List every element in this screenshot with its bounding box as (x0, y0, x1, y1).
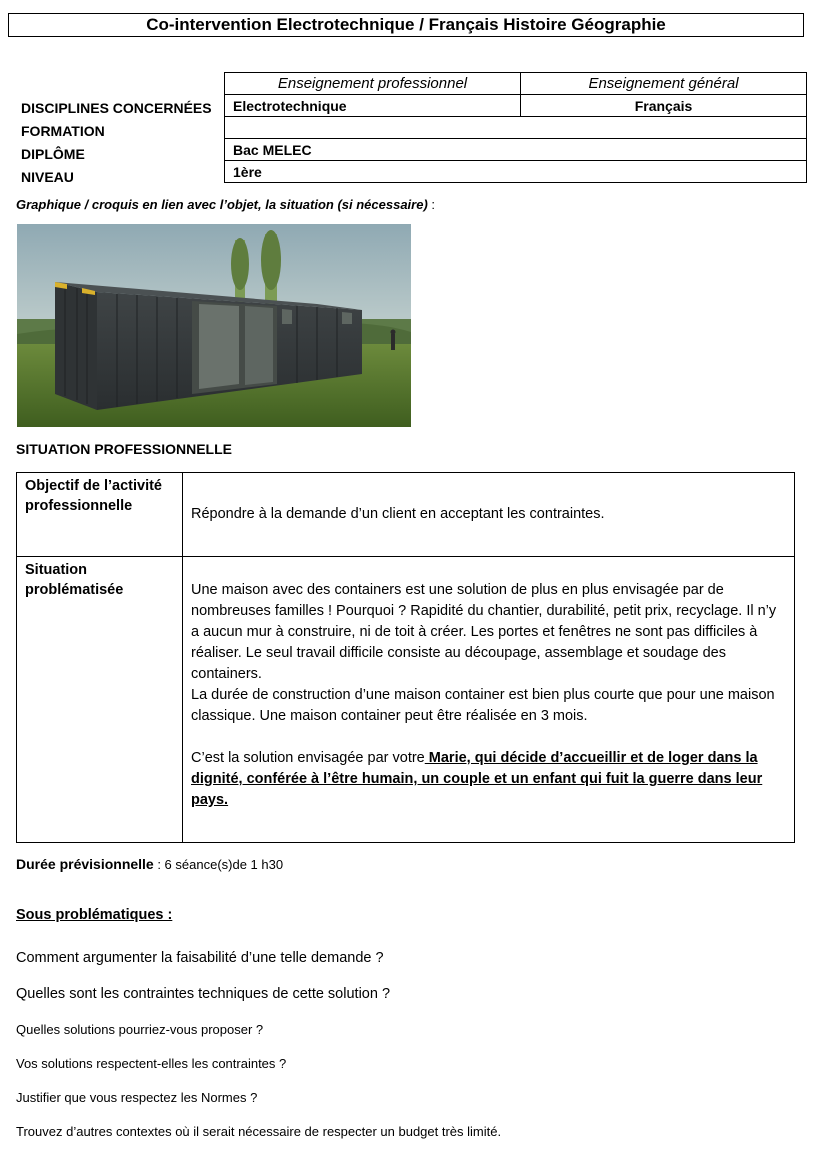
probleme-text (183, 557, 795, 843)
niveau-value: 1ère (225, 161, 807, 183)
header-enseignement-gen: Enseignement général (521, 73, 807, 95)
objectif-label: Objectif de l’activité professionnelle (17, 473, 183, 557)
diplome-value: Bac MELEC (225, 139, 807, 161)
objectif-text: Répondre à la demande d’un client en acceptant les contraintes. (183, 473, 795, 557)
para3-prefix: C’est la solution envisagée par votre (191, 750, 425, 766)
probleme-para-1: Une maison avec des containers est une solution de plus en plus envisagée par de nombreuses familles ! Pourquoi ? Rapidité du chantier, durabilité, petit prix, recyclage. Il n’y a aucun mur à construire, ni de toit à créer. Les portes et fenêtres ne sont pas difficiles à réaliser. Le seul travail difficile consiste au découpage, assemblage et soudage des containers. (191, 582, 777, 682)
probleme-para-3 (191, 748, 786, 811)
duree-label: Durée prévisionnelle (16, 856, 154, 872)
question-5: Justifier que vous respectez les Normes ? (16, 1090, 258, 1105)
duree-line (16, 856, 283, 872)
discipline-pro: Electrotechnique (225, 95, 521, 117)
page-title: Co-intervention Electrotechnique / Français Histoire Géographie (8, 13, 804, 37)
info-table (224, 72, 807, 183)
graph-caption-suffix: : (427, 197, 436, 212)
question-1: Comment argumenter la faisabilité d’une telle demande ? (16, 950, 384, 966)
formation-value (225, 117, 807, 139)
question-3: Quelles solutions pourriez-vous proposer ? (16, 1022, 264, 1037)
duree-value: : 6 séance(s)de 1 h30 (153, 857, 284, 872)
section-title-situation: SITUATION PROFESSIONNELLE (16, 441, 232, 457)
question-6: Trouvez d’autres contextes où il serait nécessaire de respecter un budget très limité. (16, 1124, 502, 1139)
container-house-photo (17, 224, 411, 427)
discipline-gen: Français (521, 95, 807, 117)
para3-emphasis: Marie, qui décide d’accueillir et de loger dans la dignité, conférée à l’être humain, un couple et un enfant qui fuit la guerre dans leur pays. (191, 750, 763, 808)
label-formation: FORMATION (21, 123, 105, 139)
graph-caption-text: Graphique / croquis en lien avec l’objet, la situation (si nécessaire) (16, 197, 428, 212)
probleme-label: Situation problématisée (17, 557, 183, 843)
label-niveau: NIVEAU (21, 169, 74, 185)
situation-table (16, 472, 795, 843)
question-4: Vos solutions respectent-elles les contraintes ? (16, 1056, 287, 1071)
info-labels (21, 97, 212, 189)
probleme-para-2: La durée de construction d’une maison container est bien plus courte que pour une maison classique. Une maison container peut être réalisée en 3 mois. (191, 687, 775, 724)
graph-caption (16, 197, 435, 212)
label-disciplines: DISCIPLINES CONCERNÉES (21, 100, 212, 116)
question-2: Quelles sont les contraintes techniques de cette solution ? (16, 986, 391, 1002)
header-enseignement-pro: Enseignement professionnel (225, 73, 521, 95)
sous-problematiques-title: Sous problématiques : (16, 907, 173, 923)
label-diplome: DIPLÔME (21, 146, 85, 162)
